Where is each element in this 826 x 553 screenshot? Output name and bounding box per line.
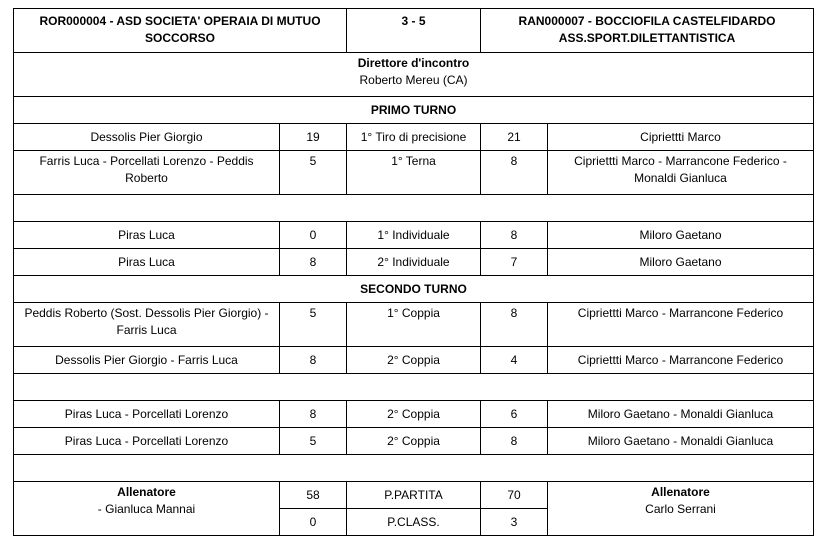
event-name: 2° Coppia	[347, 401, 481, 428]
table-row	[14, 249, 814, 276]
spacer-cell	[14, 195, 814, 222]
home-score: 8	[280, 249, 347, 276]
event-name: 1° Coppia	[347, 303, 481, 347]
class-label: P.CLASS.	[347, 509, 481, 536]
away-coach-cell	[548, 482, 814, 536]
spacer-row	[14, 195, 814, 222]
section-title-row	[14, 276, 814, 303]
table-row	[14, 401, 814, 428]
event-name: 1° Terna	[347, 151, 481, 195]
event-name: 2° Coppia	[347, 347, 481, 374]
away-coach-label: Allenatore	[651, 485, 710, 499]
away-players: Cipriettti Marco - Marrancone Federico - Monaldi Gianluca	[548, 151, 814, 195]
home-coach-name: - Gianluca Mannai	[97, 502, 196, 516]
home-score: 5	[280, 151, 347, 195]
header-row	[14, 9, 814, 53]
away-score: 6	[481, 401, 548, 428]
director-label: Direttore d'incontro	[357, 56, 470, 70]
match-report	[13, 8, 813, 536]
away-players: Miloro Gaetano	[548, 222, 814, 249]
home-score: 5	[280, 428, 347, 455]
primo-turno-title: PRIMO TURNO	[14, 97, 814, 124]
home-coach-label: Allenatore	[117, 485, 176, 499]
table-row	[14, 428, 814, 455]
spacer-cell	[14, 374, 814, 401]
away-score: 7	[481, 249, 548, 276]
away-players: Cipriettti Marco - Marrancone Federico	[548, 347, 814, 374]
footer-row	[14, 482, 814, 509]
away-score: 8	[481, 222, 548, 249]
away-players: Miloro Gaetano	[548, 249, 814, 276]
table-row	[14, 347, 814, 374]
secondo-turno-title: SECONDO TURNO	[14, 276, 814, 303]
home-coach-cell	[14, 482, 280, 536]
event-name: 1° Tiro di precisione	[347, 124, 481, 151]
home-players: Piras Luca - Porcellati Lorenzo	[14, 428, 280, 455]
table-row	[14, 151, 814, 195]
home-score: 0	[280, 222, 347, 249]
home-players: Dessolis Pier Giorgio - Farris Luca	[14, 347, 280, 374]
partita-label: P.PARTITA	[347, 482, 481, 509]
away-partita-score: 70	[481, 482, 548, 509]
away-coach-name: Carlo Serrani	[645, 502, 716, 516]
director-cell	[14, 53, 814, 97]
event-name: 2° Coppia	[347, 428, 481, 455]
home-score: 5	[280, 303, 347, 347]
home-players: Peddis Roberto (Sost. Dessolis Pier Giorgio) - Farris Luca	[14, 303, 280, 347]
home-players: Piras Luca - Porcellati Lorenzo	[14, 401, 280, 428]
director-name: Roberto Mereu (CA)	[359, 73, 468, 87]
away-score: 8	[481, 151, 548, 195]
home-score: 8	[280, 401, 347, 428]
home-partita-score: 58	[280, 482, 347, 509]
spacer-row	[14, 455, 814, 482]
home-score: 8	[280, 347, 347, 374]
home-players: Dessolis Pier Giorgio	[14, 124, 280, 151]
home-team-name: ROR000004 - ASD SOCIETA' OPERAIA DI MUTUO SOCCORSO	[14, 9, 347, 53]
spacer-row	[14, 374, 814, 401]
away-players: Miloro Gaetano - Monaldi Gianluca	[548, 401, 814, 428]
away-class-score: 3	[481, 509, 548, 536]
home-class-score: 0	[280, 509, 347, 536]
table-row	[14, 303, 814, 347]
table-row	[14, 124, 814, 151]
home-players: Piras Luca	[14, 249, 280, 276]
away-players: Cipriettti Marco - Marrancone Federico	[548, 303, 814, 347]
away-score: 8	[481, 428, 548, 455]
event-name: 2° Individuale	[347, 249, 481, 276]
director-row	[14, 53, 814, 97]
away-team-name: RAN000007 - BOCCIOFILA CASTELFIDARDO ASS.SPORT.DILETTANTISTICA	[481, 9, 814, 53]
away-players: Miloro Gaetano - Monaldi Gianluca	[548, 428, 814, 455]
section-title-row	[14, 97, 814, 124]
away-score: 21	[481, 124, 548, 151]
event-name: 1° Individuale	[347, 222, 481, 249]
match-score: 3 - 5	[347, 9, 481, 53]
away-score: 8	[481, 303, 548, 347]
match-table	[13, 8, 814, 536]
home-score: 19	[280, 124, 347, 151]
table-row	[14, 222, 814, 249]
home-players: Farris Luca - Porcellati Lorenzo - Peddis Roberto	[14, 151, 280, 195]
away-players: Cipriettti Marco	[548, 124, 814, 151]
spacer-cell	[14, 455, 814, 482]
home-players: Piras Luca	[14, 222, 280, 249]
away-score: 4	[481, 347, 548, 374]
